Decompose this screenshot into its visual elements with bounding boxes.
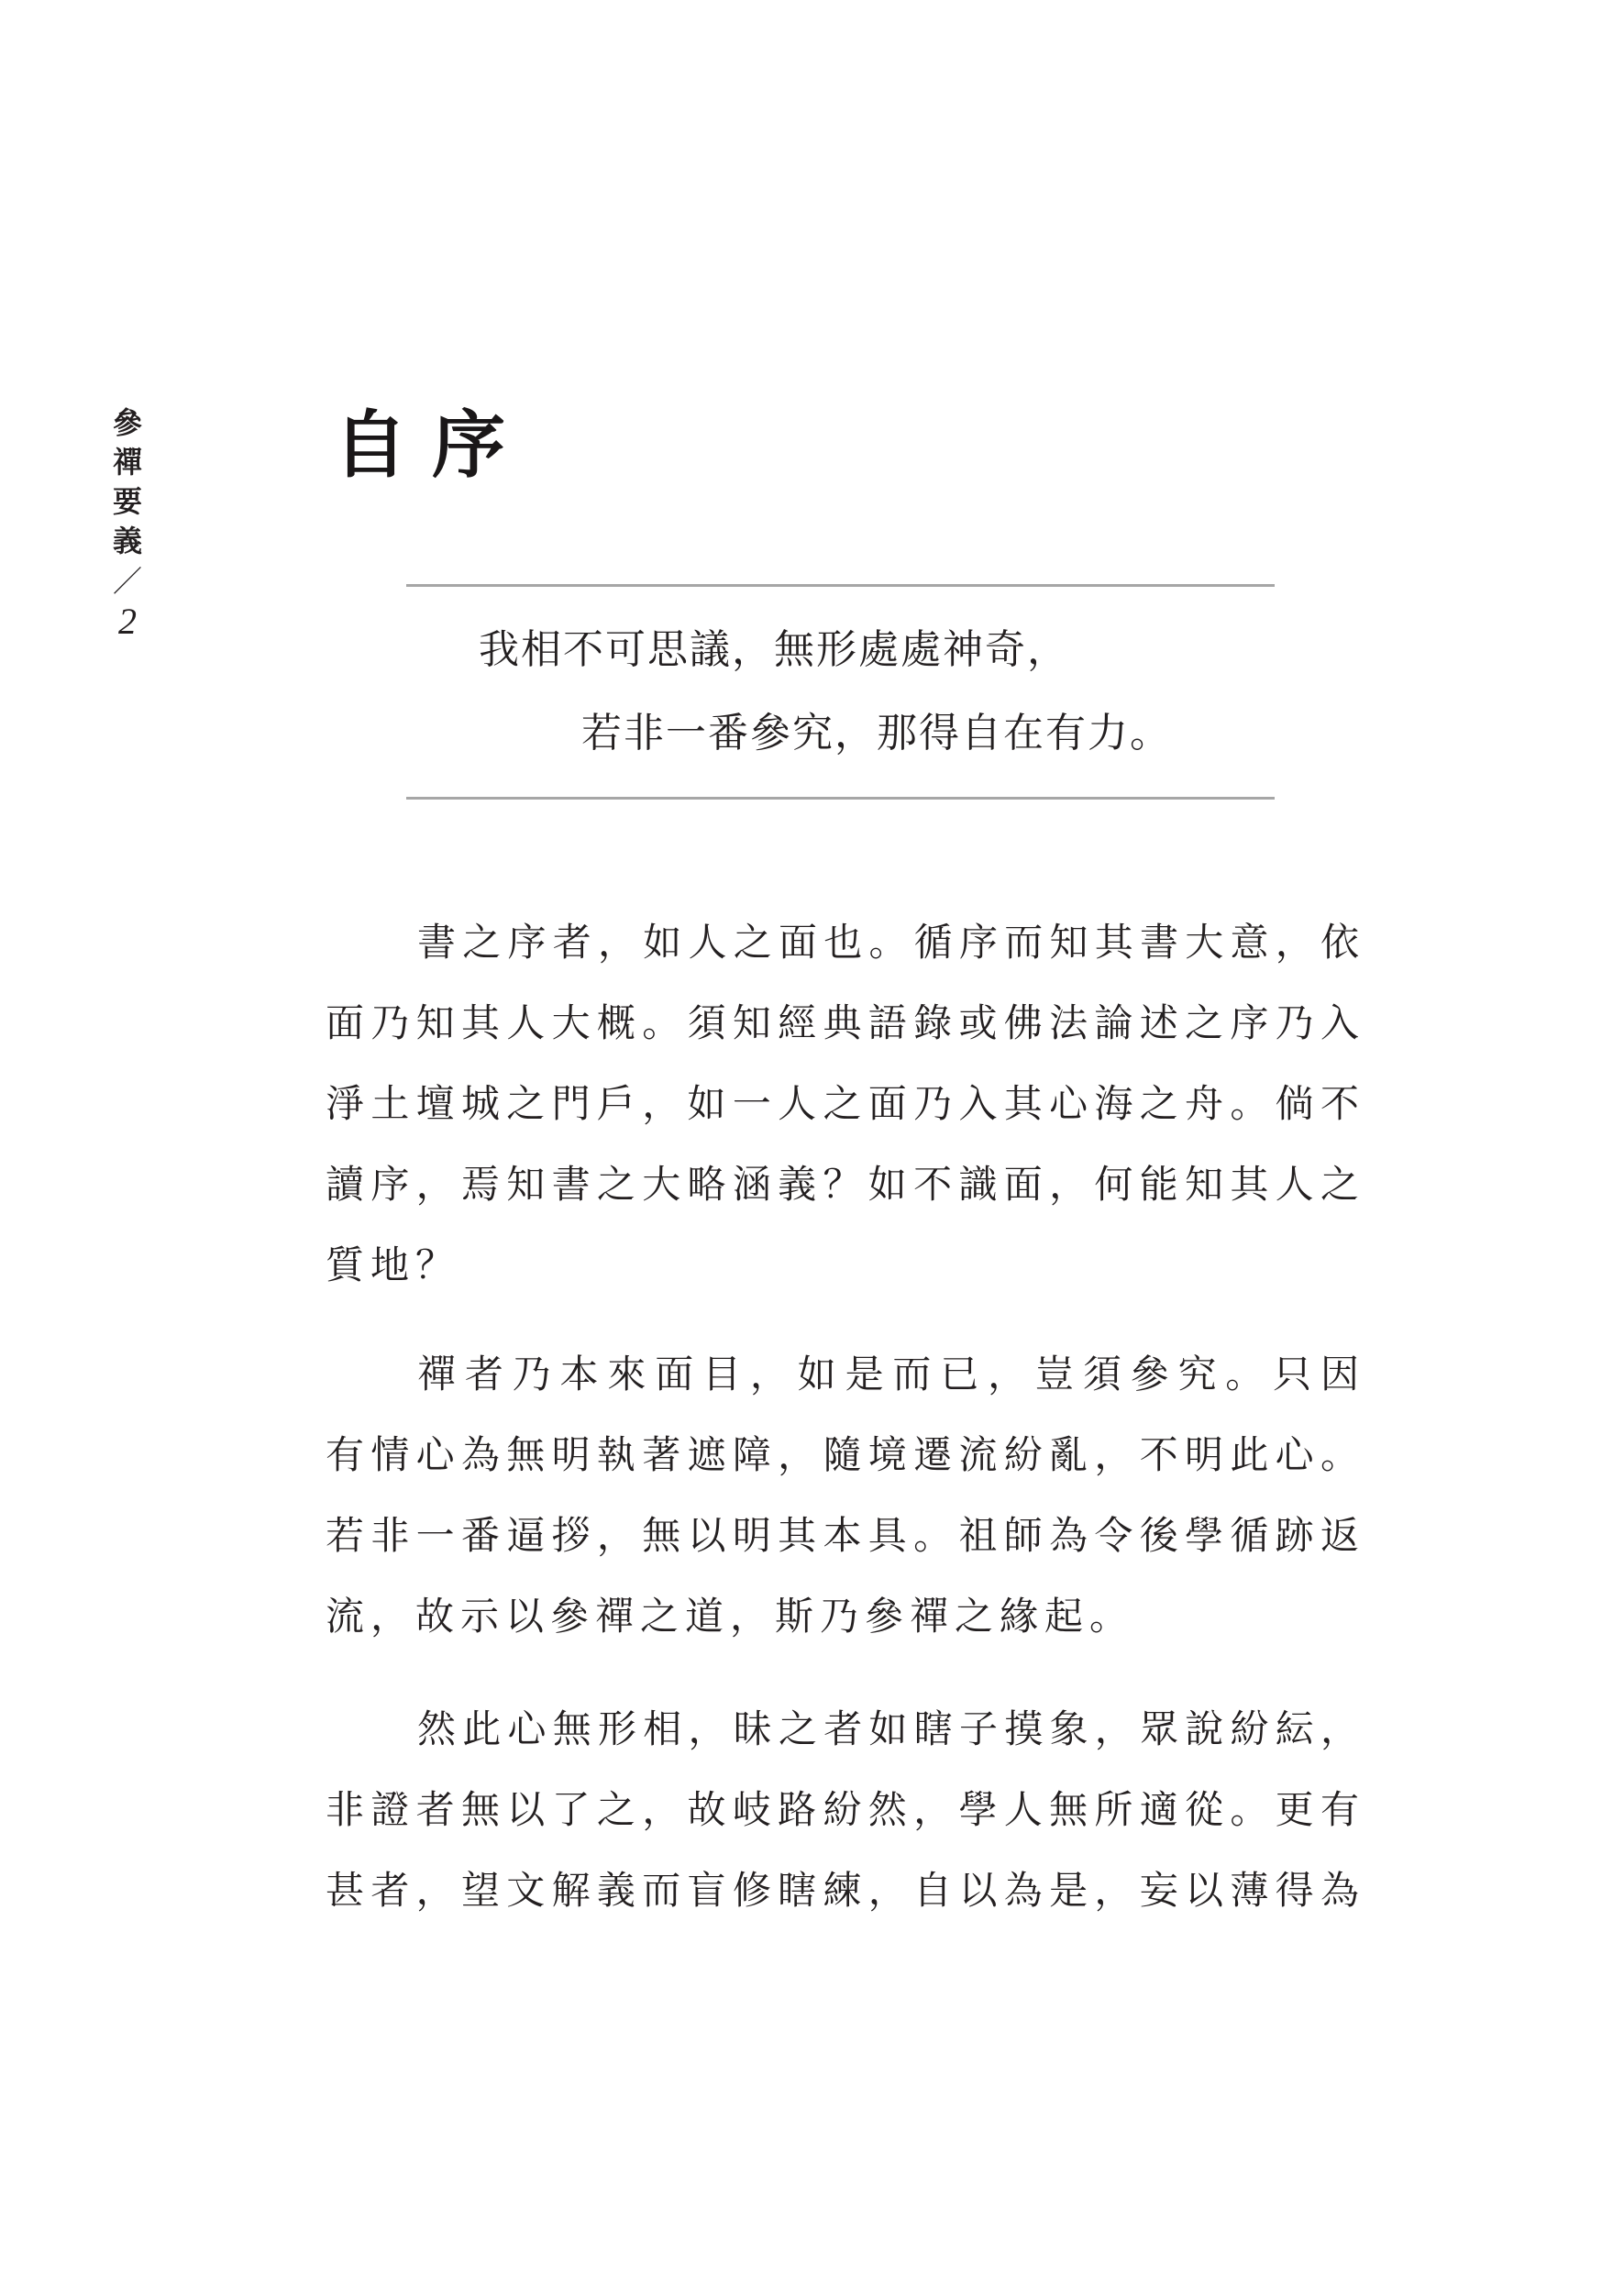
epigraph-line: 我相不可思議，無形處處神奇，: [479, 626, 1069, 673]
body-paragraph: [326, 1689, 1359, 1931]
body-paragraph: [326, 902, 1359, 1306]
running-header-char: 要: [112, 484, 142, 519]
epigraph-top-rule: [406, 584, 1275, 587]
chapter-title-char: 序: [432, 402, 505, 488]
paragraph-line: 面乃知其人大概。須知經典語錄或佛法論述之序乃入: [326, 1000, 1359, 1045]
paragraph-line: 然此心無形相，昧之者如瞎子摸象，眾說紛紜，: [417, 1706, 1359, 1751]
paragraph-line: 淨土壇城之門戶，如一人之面乃入其心海之舟。倘不: [326, 1081, 1359, 1126]
running-header-char: 義: [112, 524, 142, 558]
chapter-title-char: 自: [334, 402, 407, 488]
page-number: 2: [118, 601, 137, 642]
paragraph-line: 讀序，焉知書之大略涵義？如不識面，何能知其人之: [326, 1162, 1359, 1207]
paragraph-line: 非證者無以了之，故岐路紛然，學人無所適從。更有: [326, 1787, 1359, 1832]
running-header-separator: ／: [112, 564, 142, 599]
running-header-char: 參: [112, 405, 142, 440]
paragraph-line: 書之序者，如人之面也。循序而知其書大意，依: [417, 920, 1359, 965]
paragraph-line: 有情心為無明執著遮障，隨境遷流紛亂，不明此心。: [326, 1432, 1359, 1477]
paragraph-line: 禪者乃本來面目，如是而已，豈須參究。只因: [417, 1352, 1359, 1396]
running-header: [108, 403, 147, 642]
epigraph-line: 若非一番參究，那得自在有力。: [581, 710, 1172, 756]
paragraph-line: 流，故示以參禪之道，斯乃參禪之緣起。: [326, 1594, 1135, 1639]
epigraph-bottom-rule: [406, 797, 1275, 800]
chapter-title: [334, 401, 530, 489]
body-paragraph: [326, 1334, 1359, 1657]
paragraph-line: 若非一番逼拶，無以明其本具。祖師為令後學循跡返: [326, 1513, 1359, 1558]
paragraph-line: 質地？: [326, 1242, 461, 1287]
running-header-char: 禪: [112, 445, 142, 480]
paragraph-line: 甚者，望文解義而盲修瞎練，自以為是，妄以薄得為: [326, 1868, 1359, 1913]
